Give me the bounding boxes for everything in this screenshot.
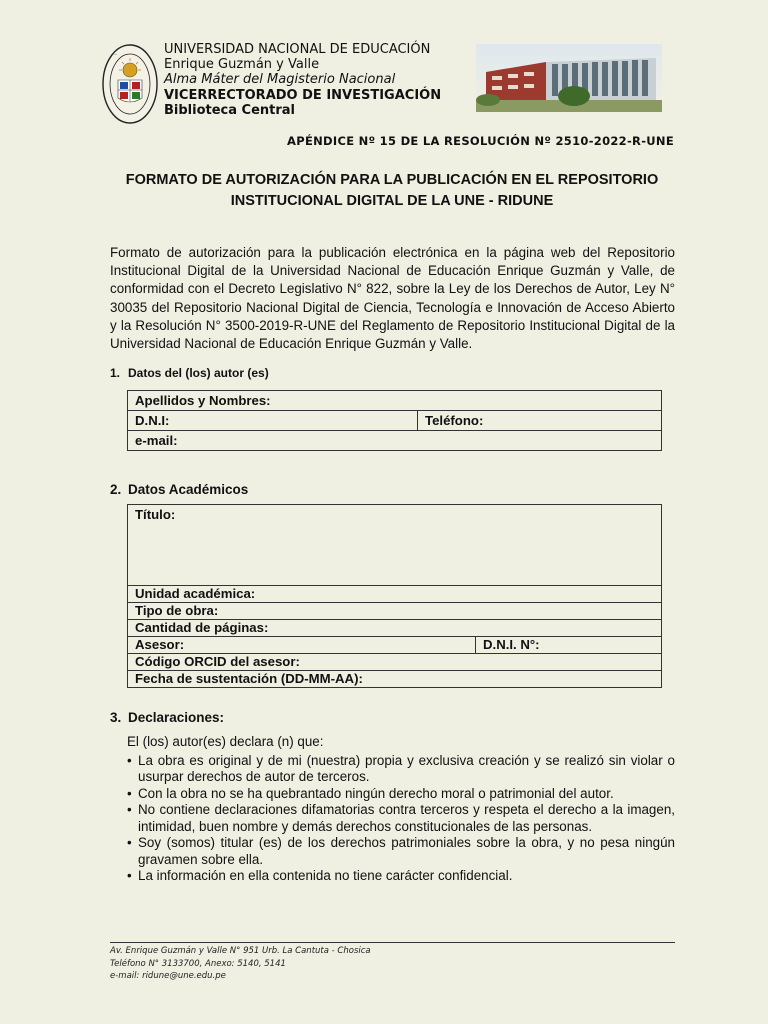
page-count-field[interactable]: Cantidad de páginas: xyxy=(128,620,662,637)
header-motto: Alma Máter del Magisterio Nacional xyxy=(164,72,396,88)
appendix-reference: APÉNDICE Nº 15 DE LA RESOLUCIÓN Nº 2510-2022-R-UNE xyxy=(287,134,674,148)
defense-date-field[interactable]: Fecha de sustentación (DD-MM-AA): xyxy=(128,671,662,688)
section-2-title: Datos Académicos xyxy=(128,482,249,497)
library-building-photo xyxy=(476,44,662,112)
author-names-field[interactable]: Apellidos y Nombres: xyxy=(128,391,662,411)
document-title-line1: FORMATO DE AUTORIZACIÓN PARA LA PUBLICACIÓN EN EL REPOSITORIO xyxy=(125,172,659,188)
academic-unit-field[interactable]: Unidad académica: xyxy=(128,586,662,603)
footer-divider xyxy=(110,942,675,943)
section-2-number: 2. xyxy=(110,482,122,497)
header-biblioteca: Biblioteca Central xyxy=(164,102,296,118)
declaration-item: • Soy (somos) titular (es) de los derechos patrimoniales sobre la obra, y no pesa ningún gravamen sobre ella. xyxy=(127,835,675,868)
author-email-field[interactable]: e-mail: xyxy=(128,431,662,451)
intro-paragraph: Formato de autorización para la publicación electrónica en la página web del Repositorio Institucional Digital de la Universidad Nacional de Educación Enrique Guzmán y Valle, de conformidad con el Decreto Legislativo N° 822, sobre la Ley de los Derechos de Autor, Ley N° 30035 del Repositorio Nacional Digital de Ciencia, Tecnología e Innovación de Acceso Abierto y la Resolución N° 3500-2019-R-UNE del Reglamento de Repositorio Institucional Digital de la Universidad Nacional de Educación Enrique Guzmán y Valle. xyxy=(110,245,675,352)
work-title-field[interactable]: Título: xyxy=(128,505,662,586)
footer-email[interactable]: e-mail: ridune@une.edu.pe xyxy=(110,971,226,981)
advisor-dni-field[interactable]: D.N.I. N°: xyxy=(476,637,662,654)
section-1-heading xyxy=(110,366,269,380)
advisor-orcid-field[interactable]: Código ORCID del asesor: xyxy=(128,654,662,671)
header-university-subname: Enrique Guzmán y Valle xyxy=(164,57,320,73)
footer-address: Av. Enrique Guzmán y Valle N° 951 Urb. La Cantuta - Chosica xyxy=(110,946,371,956)
advisor-field[interactable]: Asesor: xyxy=(128,637,476,654)
footer xyxy=(110,945,371,983)
author-data-table xyxy=(127,390,662,451)
academic-data-table xyxy=(127,504,662,688)
declarations-block xyxy=(127,734,675,885)
work-type-field[interactable]: Tipo de obra: xyxy=(128,603,662,620)
section-3-heading xyxy=(110,710,224,725)
section-2-heading xyxy=(110,482,248,497)
declaration-item: • Con la obra no se ha quebrantado ningún derecho moral o patrimonial del autor. xyxy=(127,786,675,803)
university-seal-logo xyxy=(102,44,158,124)
section-1-number: 1. xyxy=(110,366,121,380)
declarations-lead: El (los) autor(es) declara (n) que: xyxy=(127,734,324,749)
university-header xyxy=(164,42,441,118)
section-3-number: 3. xyxy=(110,710,122,725)
section-3-title: Declaraciones: xyxy=(128,710,225,725)
svg-text:·····: ····· xyxy=(111,52,118,57)
declaration-item: • No contiene declaraciones difamatorias contra terceros y respeta el derecho a la imagen, intimidad, buen nombre y demás derechos constitucionales de las personas. xyxy=(127,802,675,835)
declaration-item: • La obra es original y de mi (nuestra) propia y exclusiva creación y se realizó sin violar o usurpar derechos de autor de terceros. xyxy=(127,753,675,786)
document-title-line2: INSTITUCIONAL DIGITAL DE LA UNE - RIDUNE xyxy=(230,193,554,209)
document-title xyxy=(100,170,684,212)
declarations-list xyxy=(127,753,675,885)
footer-phone: Teléfono N° 3133700, Anexo: 5140, 5141 xyxy=(110,958,286,969)
author-phone-field[interactable]: Teléfono: xyxy=(418,411,662,431)
header-vicerrectorado: VICERRECTORADO DE INVESTIGACIÓN xyxy=(164,87,442,103)
header-university-name: UNIVERSIDAD NACIONAL DE EDUCACIÓN xyxy=(164,42,431,57)
declaration-item: • La información en ella contenida no tiene carácter confidencial. xyxy=(127,868,675,885)
section-1-title: Datos del (los) autor (es) xyxy=(128,366,269,380)
author-dni-field[interactable]: D.N.I: xyxy=(128,411,418,431)
